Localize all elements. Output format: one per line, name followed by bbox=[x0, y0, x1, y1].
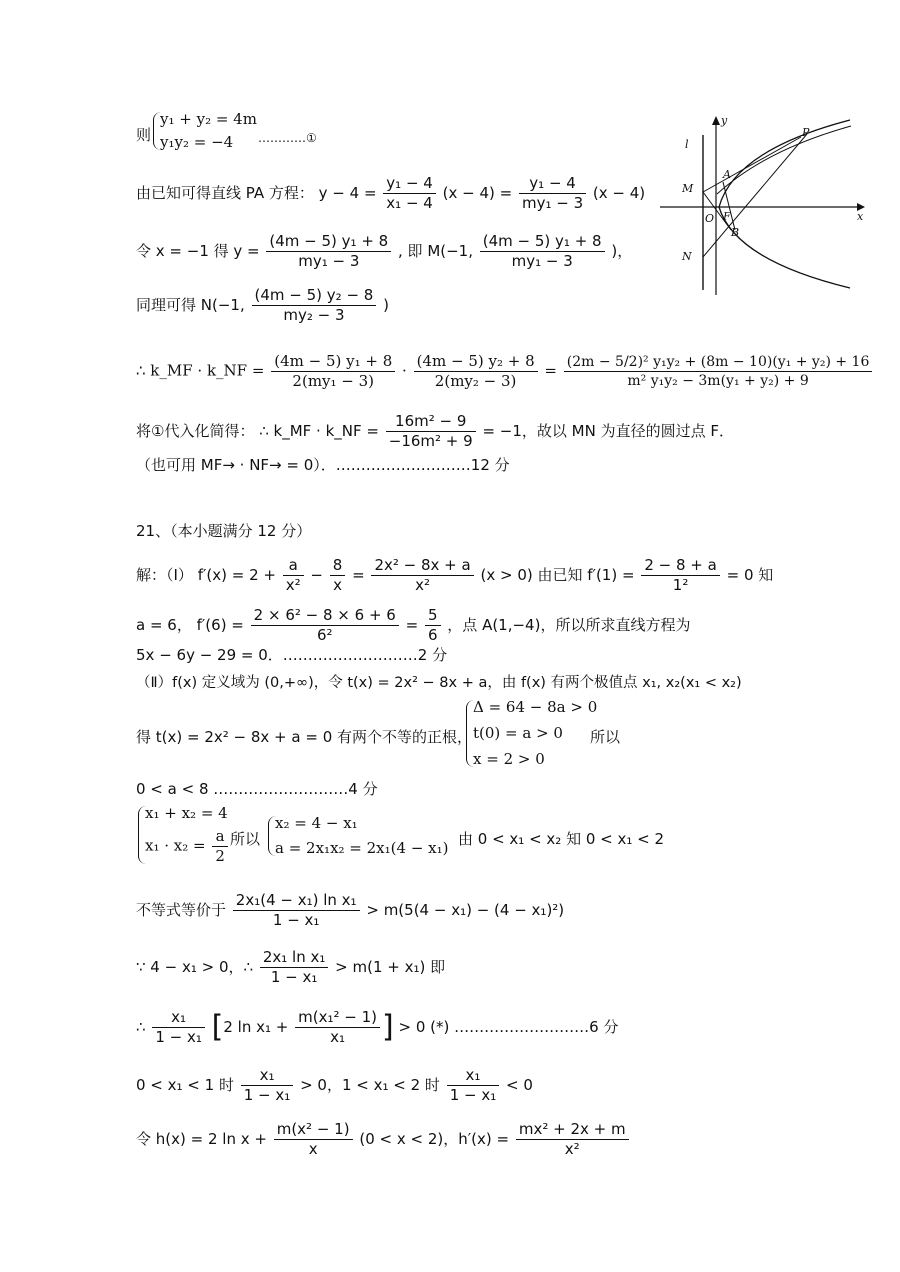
line-pa-suffix: (x − 4) bbox=[592, 184, 646, 202]
numerator: 2x₁(4 − x₁) ln x₁ bbox=[233, 893, 360, 911]
h-mid: (0 < x < 2)，h′(x) = bbox=[359, 1130, 510, 1148]
star-inequality-line bbox=[136, 1010, 618, 1045]
line-pa-prefix: 由已知可得直线 PA 方程： y − 4 = bbox=[136, 184, 377, 202]
bracket-content: 2 ln x₁ + bbox=[223, 1018, 289, 1036]
denominator: x² bbox=[415, 576, 431, 594]
denominator: −16m² + 9 bbox=[388, 432, 473, 450]
therefore-word: 所以 bbox=[590, 728, 621, 746]
x1-range: 由 0 < x₁ < x₂ 知 0 < x₁ < 2 bbox=[458, 830, 665, 848]
parabola-curve bbox=[719, 120, 850, 288]
root-product bbox=[145, 829, 230, 864]
substitution-conclusion: = −1，故以 MN 为直径的圆过点 F． bbox=[482, 422, 735, 440]
positive-roots-line: 得 t(x) = 2x² − 8x + a = 0 有两个不等的正根， bbox=[136, 728, 473, 746]
numerator: y₁ − 4 bbox=[519, 176, 586, 194]
numerator: (4m − 5) y₁ + 8 bbox=[480, 234, 605, 252]
numerator: 16m² − 9 bbox=[386, 414, 476, 432]
numerator: 2x₁ ln x₁ bbox=[260, 950, 329, 968]
numerator: y₁ − 4 bbox=[383, 176, 436, 194]
point-m-prefix: 令 x = −1 得 y = bbox=[136, 242, 260, 260]
fraction bbox=[447, 1068, 500, 1103]
root-sum: x₁ + x₂ = 4 bbox=[145, 804, 228, 822]
denominator: x₁ − 4 bbox=[386, 194, 433, 212]
sign-mid: > 0，1 < x₁ < 2 时 bbox=[300, 1076, 440, 1094]
denominator: 1 − x₁ bbox=[155, 1028, 202, 1046]
denominator: 1² bbox=[672, 576, 689, 594]
fraction bbox=[519, 176, 586, 211]
numerator: x₁ bbox=[152, 1010, 205, 1028]
denominator: 6 bbox=[427, 626, 438, 644]
fraction bbox=[266, 234, 391, 269]
point-n-prefix: 同理可得 N(−1, bbox=[136, 296, 245, 314]
fraction bbox=[251, 608, 399, 643]
equals-sign: = bbox=[352, 566, 365, 584]
fraction bbox=[295, 1010, 380, 1045]
fraction bbox=[383, 176, 436, 211]
label-y: y bbox=[721, 114, 728, 127]
label-o: O bbox=[705, 212, 715, 225]
fraction bbox=[641, 558, 720, 593]
a-expression: a = 2x₁x₂ = 2x₁(4 − x₁) bbox=[275, 839, 449, 857]
numerator: x₁ bbox=[241, 1068, 294, 1086]
vieta-sum: y₁ + y₂ = 4m bbox=[160, 110, 257, 128]
point-m-line bbox=[136, 234, 632, 269]
denominator: 1 − x₁ bbox=[243, 1086, 291, 1104]
equals-sign: = bbox=[405, 616, 419, 634]
denominator: my₁ − 3 bbox=[521, 194, 584, 212]
denominator: x₁ bbox=[330, 1028, 346, 1046]
fraction bbox=[425, 608, 441, 643]
equivalent-inequality-line bbox=[136, 893, 564, 928]
part-i-derivative-line bbox=[136, 558, 773, 593]
line-pa-equation bbox=[136, 176, 645, 211]
range-of-a: 0 < a < 8 ………………………4 分 bbox=[136, 780, 378, 798]
point-m-suffix: )， bbox=[611, 242, 633, 260]
fraction bbox=[241, 1068, 294, 1103]
equals-sign: = bbox=[544, 361, 557, 380]
root-product-prefix: x₁ · x₂ = bbox=[145, 836, 206, 855]
denominator: 1 − x₁ bbox=[270, 968, 318, 986]
right-bracket: ] bbox=[382, 1009, 394, 1045]
equivalent-suffix: > m(5(4 − x₁) − (4 − x₁)²) bbox=[366, 901, 565, 919]
discriminant-system bbox=[466, 700, 597, 767]
star-suffix: > 0 (*) ………………………6 分 bbox=[398, 1018, 619, 1036]
because-line bbox=[136, 950, 445, 985]
numerator: (4m − 5) y₁ + 8 bbox=[271, 354, 395, 372]
fraction bbox=[233, 893, 360, 928]
denominator: 1 − x₁ bbox=[449, 1086, 497, 1104]
tangent-line-equation: 5x − 6y − 29 = 0．………………………2 分 bbox=[136, 646, 448, 664]
numerator: 2 × 6² − 8 × 6 + 6 bbox=[251, 608, 399, 626]
axis-condition: x = 2 > 0 bbox=[473, 750, 545, 768]
label-l: l bbox=[685, 138, 689, 151]
numerator: m(x² − 1) bbox=[274, 1122, 353, 1140]
denominator: x² bbox=[285, 576, 301, 594]
denominator: 6² bbox=[316, 626, 333, 644]
label-x: x bbox=[857, 210, 864, 223]
fraction bbox=[386, 414, 476, 449]
sign-prefix: 0 < x₁ < 1 时 bbox=[136, 1076, 234, 1094]
denominator: x² bbox=[564, 1140, 580, 1158]
fraction bbox=[212, 829, 228, 864]
fraction bbox=[271, 354, 395, 389]
denominator: my₁ − 3 bbox=[511, 252, 573, 270]
denominator: 2 bbox=[215, 847, 225, 865]
slope-product-prefix: ∴ k_MF · k_NF = bbox=[136, 361, 265, 380]
a-value-line bbox=[136, 608, 690, 643]
sum-product-system bbox=[138, 806, 230, 864]
minus-sign: − bbox=[310, 566, 323, 584]
denominator: m² y₁y₂ − 3m(y₁ + y₂) + 9 bbox=[627, 373, 809, 389]
numerator: 5 bbox=[425, 608, 441, 626]
derivative-mid: (x > 0) 由已知 f′(1) = bbox=[480, 566, 635, 584]
denominator: my₁ − 3 bbox=[298, 252, 360, 270]
denominator: x bbox=[308, 1140, 318, 1158]
vieta-system bbox=[153, 112, 257, 150]
fraction bbox=[371, 558, 473, 593]
denominator: 2(my₁ − 3) bbox=[292, 372, 375, 390]
label-a: A bbox=[723, 168, 731, 181]
line-np bbox=[703, 134, 807, 257]
numerator: a bbox=[212, 829, 228, 847]
vieta-product: y₁y₂ = −4 bbox=[160, 133, 234, 151]
substitution-line bbox=[136, 414, 734, 449]
fraction bbox=[414, 354, 538, 389]
denominator: x bbox=[333, 576, 342, 594]
fraction bbox=[252, 288, 377, 323]
x2-expression: x₂ = 4 − x₁ bbox=[275, 814, 358, 832]
sign-suffix: < 0 bbox=[506, 1076, 533, 1094]
fraction bbox=[480, 234, 605, 269]
left-bracket: [ bbox=[211, 1009, 224, 1045]
label-b: B bbox=[731, 226, 740, 239]
denominator: 2(my₂ − 3) bbox=[434, 372, 517, 390]
multiply-dot: · bbox=[402, 361, 407, 380]
denominator: 1 − x₁ bbox=[272, 911, 320, 929]
fraction bbox=[152, 1010, 205, 1045]
label-p: P bbox=[802, 126, 810, 139]
t0-condition: t(0) = a > 0 bbox=[473, 724, 563, 742]
label-m: M bbox=[682, 182, 694, 195]
equivalent-prefix: 不等式等价于 bbox=[136, 901, 227, 919]
because-prefix: ∵ 4 − x₁ > 0，∴ bbox=[136, 958, 254, 976]
fraction bbox=[564, 355, 873, 388]
substitution-system bbox=[268, 816, 448, 856]
derivative-suffix: = 0 知 bbox=[726, 566, 774, 584]
label-n: N bbox=[682, 250, 692, 263]
star-prefix: ∴ bbox=[136, 1018, 146, 1036]
h-function-line bbox=[136, 1122, 631, 1157]
point-n-line bbox=[136, 288, 389, 323]
substitution-prefix: 将①代入化简得： ∴ k_MF · k_NF = bbox=[136, 422, 379, 440]
because-suffix: > m(1 + x₁) 即 bbox=[335, 958, 446, 976]
numerator: (4m − 5) y₂ − 8 bbox=[252, 288, 377, 306]
fraction bbox=[274, 1122, 353, 1157]
numerator: (4m − 5) y₂ + 8 bbox=[414, 354, 538, 372]
numerator: x₁ bbox=[447, 1068, 500, 1086]
denominator: my₂ − 3 bbox=[283, 306, 345, 324]
a-value-suffix: ，点 A(1,−4)，所以所求直线方程为 bbox=[447, 616, 691, 634]
numerator: a bbox=[283, 558, 304, 576]
h-prefix: 令 h(x) = 2 ln x + bbox=[136, 1130, 267, 1148]
auxiliary-curve bbox=[717, 126, 851, 194]
numerator: (4m − 5) y₁ + 8 bbox=[266, 234, 391, 252]
numerator: m(x₁² − 1) bbox=[295, 1010, 380, 1028]
fraction bbox=[283, 558, 304, 593]
label-f: F bbox=[723, 210, 731, 223]
line-mp bbox=[703, 137, 801, 192]
slope-product-line bbox=[136, 354, 874, 389]
sign-analysis-line bbox=[136, 1068, 533, 1103]
therefore-word-2: 所以 bbox=[230, 830, 261, 848]
then-word: 则 bbox=[136, 126, 152, 144]
point-m-mid: , 即 M(−1, bbox=[398, 242, 473, 260]
numerator: (2m − 5/2)² y₁y₂ + (8m − 10)(y₁ + y₂) + 16 bbox=[564, 355, 873, 372]
derivative-prefix: 解：（Ⅰ） f′(x) = 2 + bbox=[136, 566, 276, 584]
fraction bbox=[516, 1122, 629, 1157]
fraction bbox=[260, 950, 329, 985]
y-axis-arrow-icon bbox=[712, 116, 720, 125]
numerator: mx² + 2x + m bbox=[516, 1122, 629, 1140]
a-value-prefix: a = 6， f′(6) = bbox=[136, 616, 244, 634]
fraction bbox=[330, 558, 346, 593]
line-pa-mid: (x − 4) = bbox=[442, 184, 513, 202]
problem-heading: 21、（本小题满分 12 分） bbox=[136, 522, 312, 540]
part-ii-intro: （Ⅱ）f(x) 定义域为 (0,+∞)，令 t(x) = 2x² − 8x + a，由 f(x) 有两个极值点 x₁, x₂(x₁ < x₂) bbox=[136, 675, 742, 691]
alternative-note: （也可用 MF→ · NF→ = 0）．………………………12 分 bbox=[136, 456, 510, 474]
discriminant-condition: Δ = 64 − 8a > 0 bbox=[473, 698, 598, 716]
parabola-figure bbox=[655, 110, 870, 300]
equation-marker: …………① bbox=[258, 131, 317, 145]
numerator: 8 bbox=[330, 558, 346, 576]
numerator: 2x² − 8x + a bbox=[371, 558, 473, 576]
point-n-suffix: ) bbox=[383, 296, 389, 314]
numerator: 2 − 8 + a bbox=[641, 558, 720, 576]
